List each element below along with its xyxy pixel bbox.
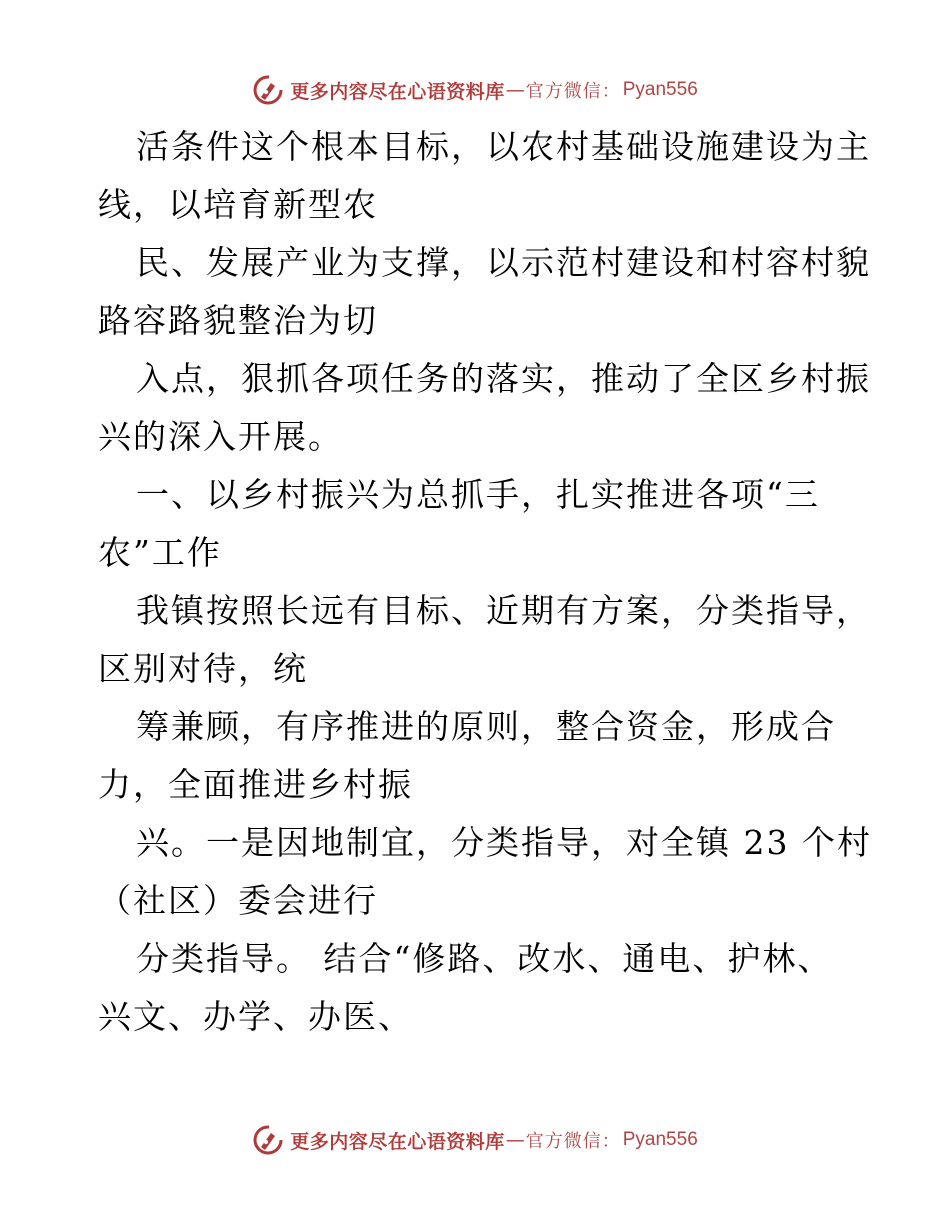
body-text-line: 活条件这个根本目标，以农村基础设施建设为主 <box>136 127 871 166</box>
body-text-line: 分类指导。 结合“修路、改水、通电、护林、 <box>136 939 833 978</box>
banner-main-text: 更多内容尽在心语资料库 <box>290 1130 505 1153</box>
banner-separator: — <box>505 79 525 101</box>
body-text-line: 兴。一是因地制宜，分类指导，对全镇 23 个村 <box>136 823 872 862</box>
banner-wechat-label: 官方微信： <box>525 81 621 102</box>
banner-wechat-id: Pyan556 <box>622 79 698 100</box>
body-text-line: 兴的深入开展。 <box>98 417 343 456</box>
banner-wechat-label: 官方微信： <box>525 1131 621 1152</box>
body-text-line: 路容路貌整治为切 <box>98 301 378 340</box>
body-text-line: （社区）委会进行 <box>98 881 378 920</box>
pen-nib-logo-icon <box>252 1124 284 1156</box>
body-text-line: 区别对待，统 <box>98 649 308 688</box>
body-text-line: 民、发展产业为支撑，以示范村建设和村容村貌 <box>136 243 871 282</box>
body-text-line: 一、以乡村振兴为总抓手，扎实推进各项“三 <box>136 475 820 514</box>
body-text-line: 兴文、办学、办医、 <box>98 997 413 1036</box>
banner-wechat-id: Pyan556 <box>622 1129 698 1150</box>
body-text-line: 入点，狠抓各项任务的落实，推动了全区乡村振 <box>136 359 871 398</box>
pen-nib-logo-icon <box>252 74 284 106</box>
banner-separator: — <box>505 1129 525 1151</box>
banner-main-text: 更多内容尽在心语资料库 <box>290 80 505 103</box>
body-text-line: 我镇按照长远有目标、近期有方案，分类指导， <box>136 591 871 630</box>
body-text-line: 线，以培育新型农 <box>98 185 378 224</box>
header-banner <box>0 70 950 110</box>
footer-banner <box>0 1120 950 1160</box>
body-text-line: 力，全面推进乡村振 <box>98 765 413 804</box>
body-text-line: 农”工作 <box>98 533 222 572</box>
body-text-line: 筹兼顾，有序推进的原则，整合资金，形成合 <box>136 707 836 746</box>
document-body <box>98 118 872 1046</box>
